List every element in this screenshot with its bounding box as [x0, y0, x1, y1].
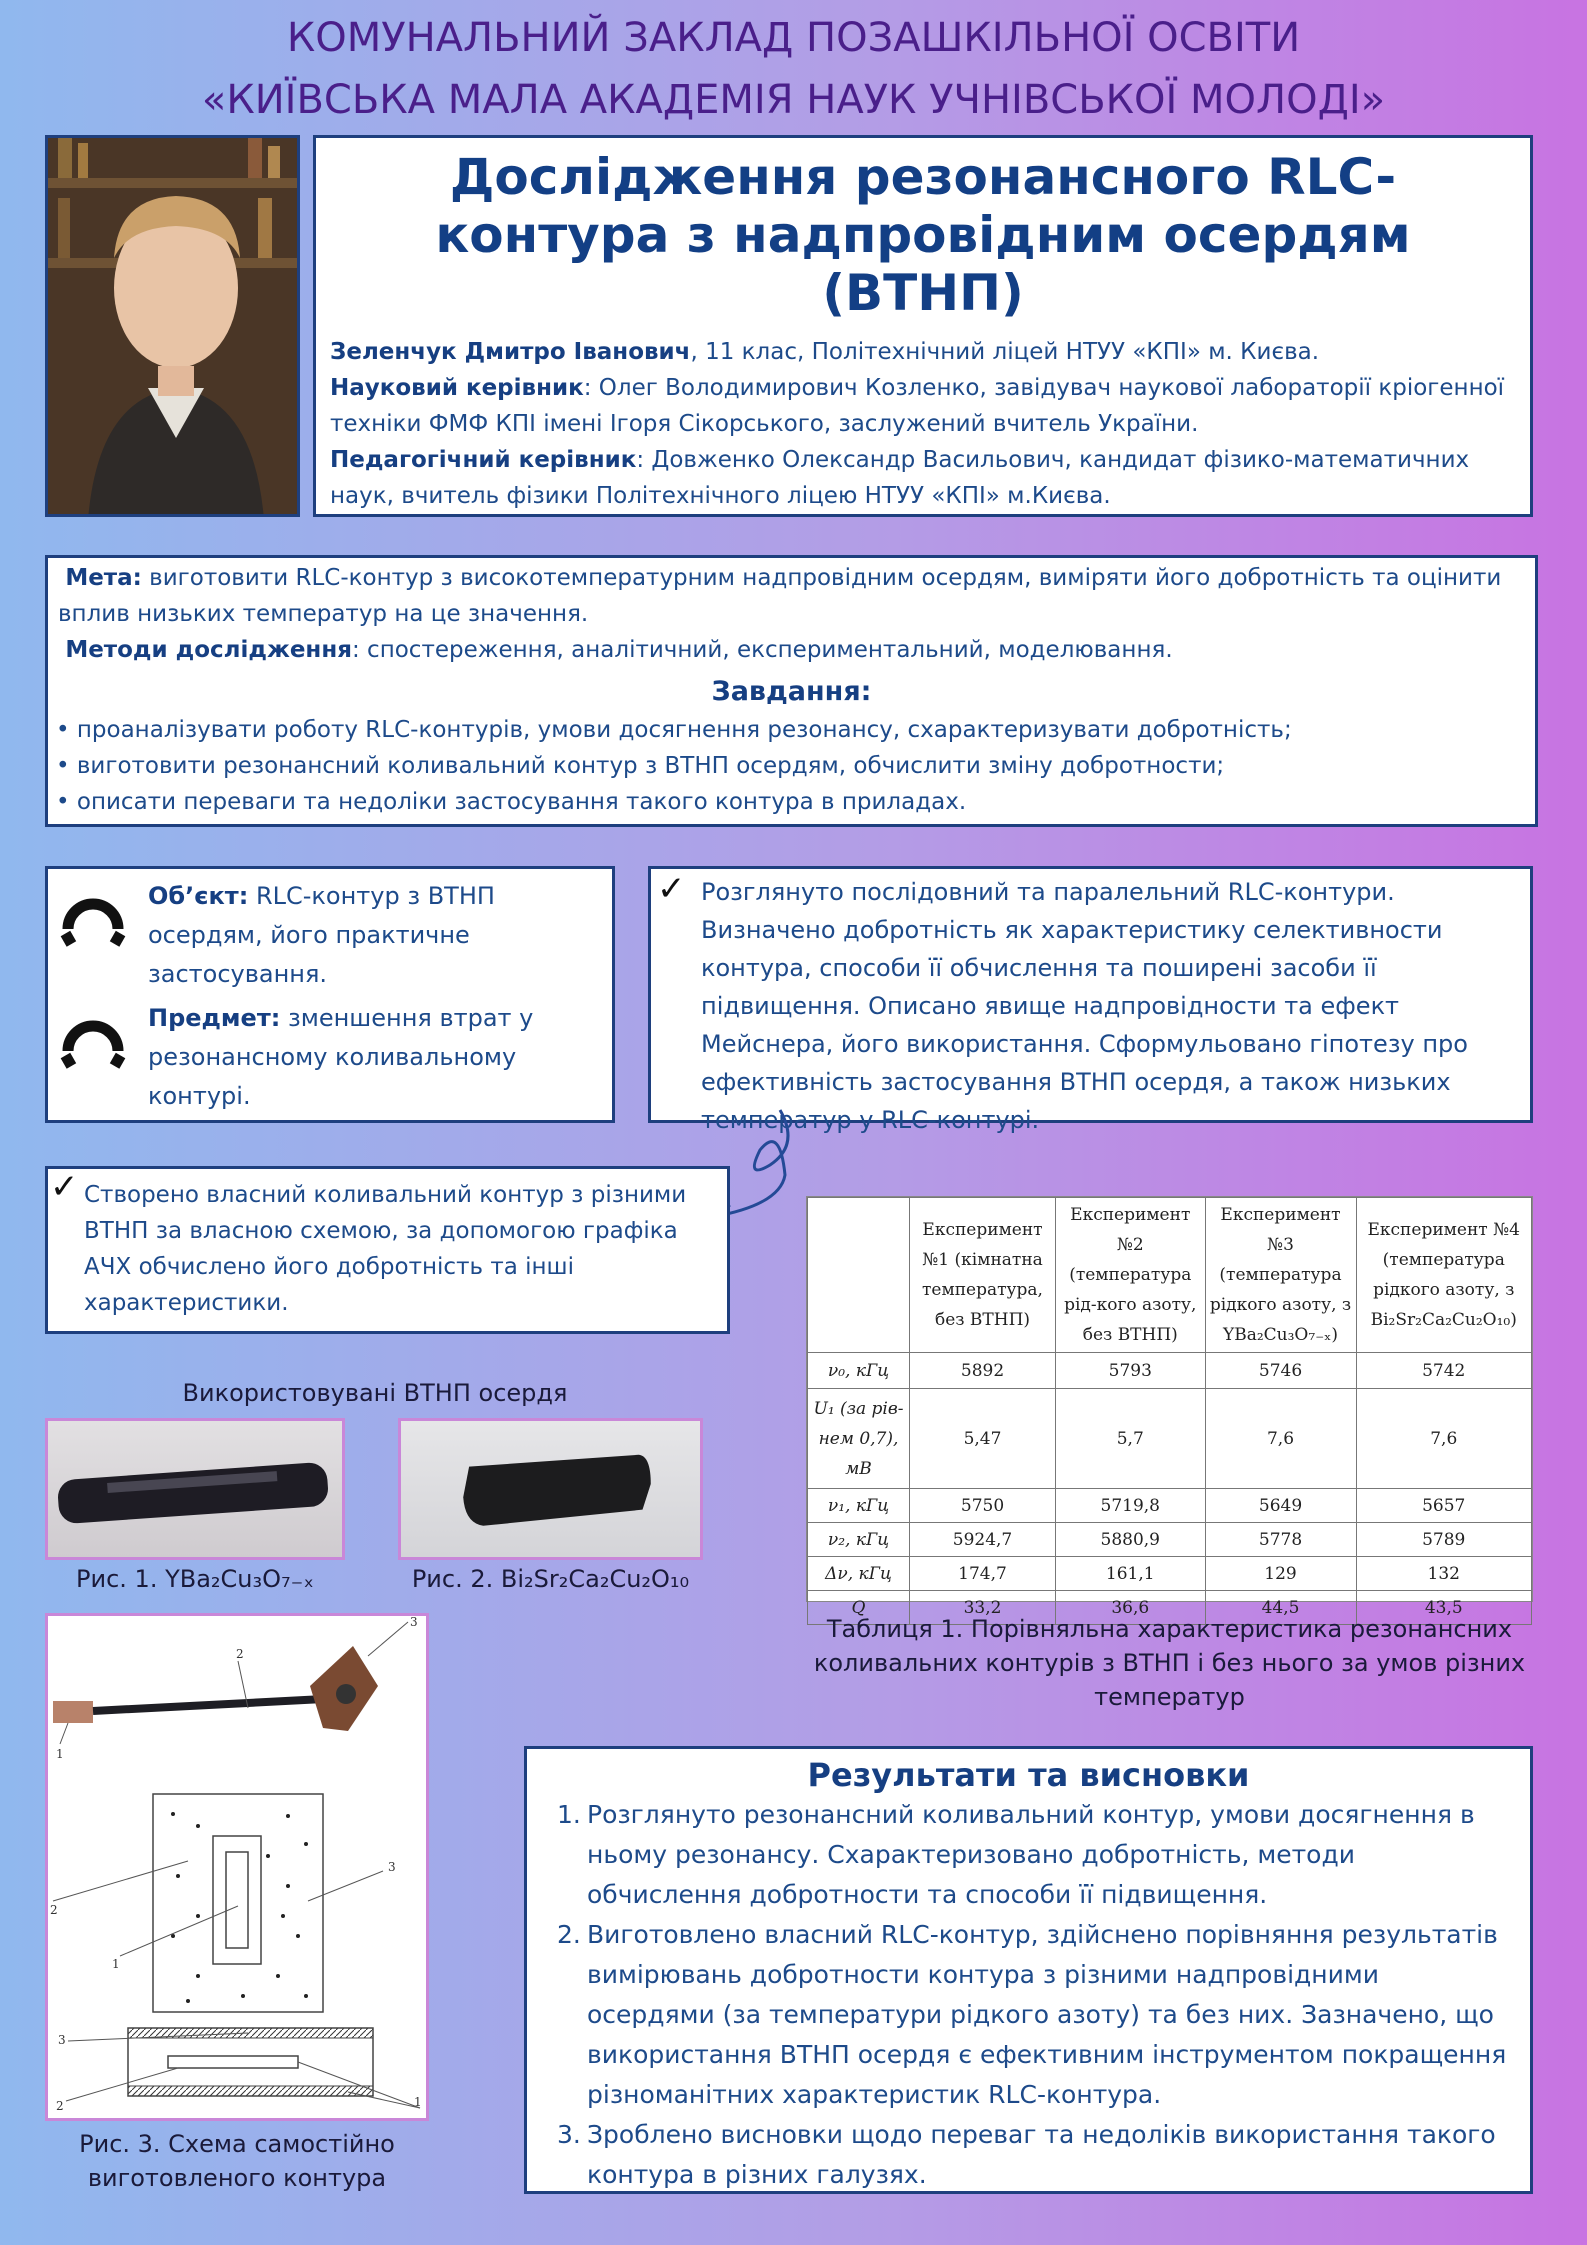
tasks-list: [56, 712, 1526, 820]
title-line-1: Дослідження резонансного RLC-: [449, 148, 1397, 206]
table-header-cell: Експеримент №1 (кімнатна температура, без ВТНП): [910, 1198, 1056, 1353]
scheme-label-3: 3: [388, 1860, 396, 1874]
table-corner-cell: [808, 1198, 910, 1353]
scheme-label-2: 2: [236, 1647, 244, 1661]
sci-advisor-label: Науковий керівник: [330, 375, 584, 401]
core-photo-2: [398, 1418, 703, 1560]
sci-advisor-info: : Олег Володимирович Козленко, завідувач наукової лабораторії кріогенної техніки ФМФ КПІ імені Ігоря Сікорського, заслужений вчитель України.: [330, 375, 1505, 437]
table-row: [808, 1523, 1532, 1557]
scheme-caption: [45, 2127, 429, 2195]
table-header-cell: Експеримент №2 (температура рід-кого азоту, без ВТНП): [1056, 1198, 1206, 1353]
table-header-cell: Експеримент №4 (температура рідкого азоту, з Bi₂Sr₂Ca₂Cu₂O₁₀): [1356, 1198, 1532, 1353]
table-cell: 5746: [1205, 1353, 1356, 1389]
table-cell: 44,5: [1205, 1591, 1356, 1625]
scheme-label-2: 2: [50, 1903, 58, 1917]
table-cell: 161,1: [1056, 1557, 1206, 1591]
aim-text: виготовити RLC-контур з високотемпературним надпровідним осердям, виміряти його добротність та оцінити вплив низьких температур на це значення.: [58, 565, 1502, 627]
table-cell: 132: [1356, 1557, 1532, 1591]
table-caption: Таблиця 1. Порівняльна характеристика резонансних коливальних контурів з ВТНП і без нього за умов різних температур: [813, 1615, 1526, 1711]
title-line-2: контура з надпровідним осердям: [435, 206, 1411, 264]
results-title: Результати та висновки: [807, 1756, 1250, 1794]
row-label: ν₀, кГц: [808, 1353, 910, 1389]
table-cell: 129: [1205, 1557, 1356, 1591]
result-item: 1. Розглянуто резонансний коливальний контур, умови досягнення в ньому резонансу. Схарактеризовано добротність, методи обчислення добротности та способи її підвищення.: [557, 1795, 1512, 1915]
table-cell: 36,6: [1056, 1591, 1206, 1625]
scheme-label-3: 3: [410, 1616, 418, 1629]
sci-advisor-line: [330, 370, 1520, 442]
review-text: Розглянуто послідовний та паралельний RLC-контури. Визначено добротність як характеристику селективности контура, способи її обчислення та поширені засоби її підвищення. Описано явище надпровідности та ефект Мейснера, його використання. Сформульовано гіпотезу про ефективність застосування ВТНП осердя, а також низьких температур у RLC-контурі.: [701, 878, 1468, 1134]
object-subject-box: [45, 866, 615, 1123]
aim-paragraph: [58, 560, 1528, 632]
row-label: ν₂, кГц: [808, 1523, 910, 1557]
table-row: [808, 1389, 1532, 1489]
cores-caption: Використовувані ВТНП осердя: [182, 1379, 568, 1407]
scheme-label-1: 1: [56, 1747, 64, 1761]
result-item-text: Зроблено висновки щодо переваг та недоліків використання такого контура в різних галузях.: [587, 2120, 1496, 2189]
subject-paragraph: [148, 999, 603, 1116]
table-header-cell: Експеримент №3 (температура рідкого азоту, з YBa₂Cu₃O₇₋ₓ): [1205, 1198, 1356, 1353]
row-label: Δν, кГц: [808, 1557, 910, 1591]
scheme-label-2: 2: [56, 2099, 64, 2113]
magnet-icon: [58, 889, 128, 959]
object-paragraph: [148, 877, 603, 994]
table-cell: 5880,9: [1056, 1523, 1206, 1557]
result-item-text: Розглянуто резонансний коливальний контур, умови досягнення в ньому резонансу. Схарактеризовано добротність, методи обчислення добротности та способи її підвищення.: [587, 1800, 1475, 1909]
methods-paragraph: [58, 632, 1528, 668]
table-cell: 5649: [1205, 1489, 1356, 1523]
title-line-3: (ВТНП): [822, 264, 1024, 322]
fig2-caption: Рис. 2. Bi₂Sr₂Ca₂Cu₂O₁₀: [411, 1565, 690, 1593]
table-cell: 5,47: [910, 1389, 1056, 1489]
table-cell: 5742: [1356, 1353, 1532, 1389]
table-cell: 5924,7: [910, 1523, 1056, 1557]
author-name: Зеленчук Дмитро Іванович: [330, 339, 691, 365]
subject-label: Предмет:: [148, 1004, 281, 1032]
table-cell: 5793: [1056, 1353, 1206, 1389]
authors-block: [330, 334, 1520, 514]
object-label: Об’єкт:: [148, 882, 249, 910]
row-label: ν₁, кГц: [808, 1489, 910, 1523]
object-text: RLC-контур з ВТНП осердям, його практичне застосування.: [148, 882, 495, 988]
fig1-caption: Рис. 1. YBa₂Cu₃O₇₋ₓ: [76, 1565, 314, 1593]
institution-line-1: КОМУНАЛЬНИЙ ЗАКЛАД ПОЗАШКІЛЬНОЇ ОСВІТИ: [286, 15, 1301, 61]
task-item: • виготовити резонансний коливальний контур з ВТНП осердям, обчислити зміну добротности;: [56, 753, 1225, 779]
author-info: , 11 клас, Політехнічний ліцей НТУУ «КПІ» м. Києва.: [690, 339, 1320, 365]
circuit-scheme-figure: [45, 1613, 429, 2121]
checkmark-icon: ✓: [50, 1167, 79, 1207]
table-cell: 43,5: [1356, 1591, 1532, 1625]
table-cell: 33,2: [910, 1591, 1056, 1625]
author-line: [330, 334, 1520, 370]
table-cell: 5778: [1205, 1523, 1356, 1557]
task-item: • описати переваги та недоліки застосування такого контура в приладах.: [56, 789, 967, 815]
table-cell: 5750: [910, 1489, 1056, 1523]
methods-text: : спостереження, аналітичний, експериментальний, моделювання.: [351, 637, 1173, 663]
aim-label: Мета:: [65, 565, 142, 591]
subject-text: зменшення втрат у резонансному коливальному контурі.: [148, 1004, 534, 1110]
task-item: • проаналізувати роботу RLC-контурів, умови досягнення резонансу, схарактеризувати добротність;: [56, 717, 1292, 743]
ped-advisor-info: : Довженко Олександр Васильович, кандидат фізико-математичних наук, вчитель фізики Політехнічного ліцею НТУУ «КПІ» м.Києва.: [330, 447, 1470, 509]
table-cell: 7,6: [1205, 1389, 1356, 1489]
result-item-text: Виготовлено власний RLC-контур, здійснено порівняння результатів вимірювань добротности контура з різними надпровідними осердями (за температури рідкого азоту) та без них. Зазначено, що використання ВТНП осердя є ефективним інструментом покращення різноманітних характеристик RLC-контура.: [587, 1920, 1507, 2109]
table-cell: 174,7: [910, 1557, 1056, 1591]
checkmark-icon: ✓: [657, 869, 686, 909]
table-cell: 5892: [910, 1353, 1056, 1389]
experiment-table: [807, 1197, 1532, 1625]
results-list: [557, 1795, 1512, 2195]
institution-line-2: «КИЇВСЬКА МАЛА АКАДЕМІЯ НАУК УЧНІВСЬКОЇ МОЛОДІ»: [201, 77, 1386, 123]
scheme-label-1: 1: [414, 2095, 422, 2109]
goals-box: [45, 555, 1538, 827]
table-header-row: [808, 1198, 1532, 1353]
table-cell: 7,6: [1356, 1389, 1532, 1489]
scheme-caption-line-1: Рис. 3. Схема самостійно: [79, 2130, 395, 2158]
scheme-caption-line-2: виготовленого контура: [87, 2164, 387, 2192]
table-cell: 5719,8: [1056, 1489, 1206, 1523]
row-label: Q: [808, 1591, 910, 1625]
created-text: Створено власний коливальний контур з різними ВТНП за власною схемою, за допомогою графіка АЧХ обчислено його добротність та інші характеристики.: [84, 1182, 687, 1316]
table-cell: 5789: [1356, 1523, 1532, 1557]
ped-advisor-label: Педагогічний керівник: [330, 447, 637, 473]
tasks-title: Завдання:: [711, 676, 872, 707]
ped-advisor-line: [330, 442, 1520, 514]
result-item: 2. Виготовлено власний RLC-контур, здійснено порівняння результатів вимірювань добротности контура з різними надпровідними осердями (за температури рідкого азоту) та без них. Зазначено, що використання ВТНП осердя є ефективним інструментом покращення різноманітних характеристик RLC-контура.: [557, 1915, 1512, 2115]
row-label: U₁ (за рів-нем 0,7), мВ: [808, 1389, 910, 1489]
magnet-icon: [58, 1011, 128, 1081]
core-photo-1: [45, 1418, 345, 1560]
results-box: [524, 1746, 1533, 2194]
table-cell: 5657: [1356, 1489, 1532, 1523]
table-cell: 5,7: [1056, 1389, 1206, 1489]
author-photo: [45, 135, 300, 517]
table-row: [808, 1557, 1532, 1591]
result-item: 3. Зроблено висновки щодо переваг та недоліків використання такого контура в різних галузях.: [557, 2115, 1512, 2195]
scheme-label-1: 1: [112, 1957, 120, 1971]
table-row: [808, 1353, 1532, 1389]
scheme-label-3: 3: [58, 2033, 66, 2047]
results-table: [806, 1196, 1533, 1618]
title-box: [313, 135, 1533, 517]
table-row: [808, 1489, 1532, 1523]
created-box: [45, 1166, 730, 1334]
methods-label: Методи дослідження: [65, 637, 352, 663]
review-box: [648, 866, 1533, 1134]
